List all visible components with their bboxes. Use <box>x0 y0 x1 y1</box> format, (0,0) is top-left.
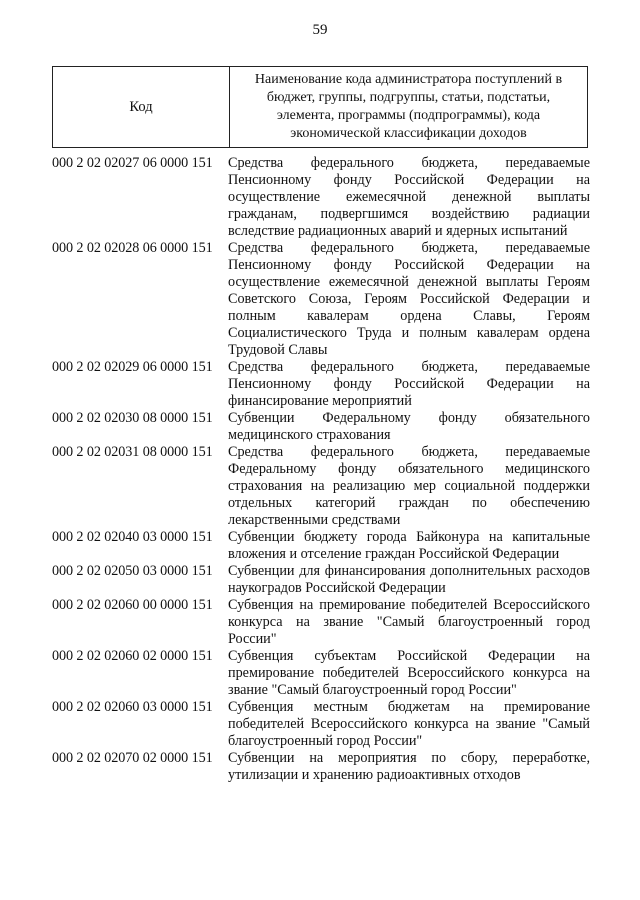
row-description: Средства федерального бюджета, передаваемые Пенсионному фонду Российской Федерации на осуществление ежемесячной денежной выплаты Героям Советского Союза, Героям Российской Федерации и полным кавалерам ордена Славы, Героям Социалистического Труда и полным кавалерам ордена Трудовой Славы <box>228 240 590 358</box>
table-row <box>52 529 590 563</box>
row-code: 000 2 02 02028 06 0000 151 <box>52 240 213 256</box>
table-row <box>52 359 590 410</box>
row-code: 000 2 02 02030 08 0000 151 <box>52 410 213 426</box>
row-description: Субвенция местным бюджетам на премирование победителей Всероссийского конкурса на звание "Самый благоустроенный город России" <box>228 699 590 749</box>
header-name-cell: Наименование кода администратора поступлений в бюджет, группы, подгруппы, статьи, подстатьи, элемента, программы (подпрограммы), кода экономической классификации доходов <box>254 72 563 141</box>
row-code: 000 2 02 02031 08 0000 151 <box>52 444 213 460</box>
table-row <box>52 240 590 359</box>
row-code: 000 2 02 02050 03 0000 151 <box>52 563 213 579</box>
row-description: Субвенции на мероприятия по сбору, переработке, утилизации и хранению радиоактивных отходов <box>228 750 590 783</box>
table-body <box>52 155 590 784</box>
row-code: 000 2 02 02040 03 0000 151 <box>52 529 213 545</box>
row-description: Средства федерального бюджета, передаваемые Пенсионному фонду Российской Федерации на осуществление ежемесячной денежной выплаты гражданам, подвергшимся воздействию радиации вследствие радиационных аварий и ядерных испытаний <box>228 155 590 239</box>
row-description: Субвенция на премирование победителей Всероссийского конкурса на звание "Самый благоустроенный город России" <box>228 597 590 647</box>
row-code: 000 2 02 02027 06 0000 151 <box>52 155 213 171</box>
page-number: 59 <box>312 22 328 38</box>
row-code: 000 2 02 02070 02 0000 151 <box>52 750 213 766</box>
row-description: Субвенции для финансирования дополнительных расходов наукоградов Российской Федерации <box>228 563 590 596</box>
table-row <box>52 750 590 784</box>
row-description: Средства федерального бюджета, передаваемые Федеральному фонду обязательного медицинского страхования на реализацию мер социальной поддержки отдельных категорий граждан по обеспечению лекарственными средствами <box>228 444 590 528</box>
table-row <box>52 444 590 529</box>
table-row <box>52 563 590 597</box>
table-row <box>52 648 590 699</box>
table-row <box>52 699 590 750</box>
row-code: 000 2 02 02029 06 0000 151 <box>52 359 213 375</box>
row-description: Субвенции бюджету города Байконура на капитальные вложения и отселение граждан Российской Федерации <box>228 529 590 562</box>
row-description: Средства федерального бюджета, передаваемые Пенсионному фонду Российской Федерации на финансирование мероприятий <box>228 359 590 409</box>
row-description: Субвенция субъектам Российской Федерации на премирование победителей Всероссийского конкурса на звание "Самый благоустроенный город России" <box>228 648 590 698</box>
table-row <box>52 597 590 648</box>
row-description: Субвенции Федеральному фонду обязательного медицинского страхования <box>228 410 590 443</box>
row-code: 000 2 02 02060 02 0000 151 <box>52 648 213 664</box>
row-code: 000 2 02 02060 00 0000 151 <box>52 597 213 613</box>
table-header <box>52 66 588 148</box>
header-code-cell: Код <box>53 67 230 147</box>
row-code: 000 2 02 02060 03 0000 151 <box>52 699 213 715</box>
table-row <box>52 155 590 240</box>
table-row <box>52 410 590 444</box>
